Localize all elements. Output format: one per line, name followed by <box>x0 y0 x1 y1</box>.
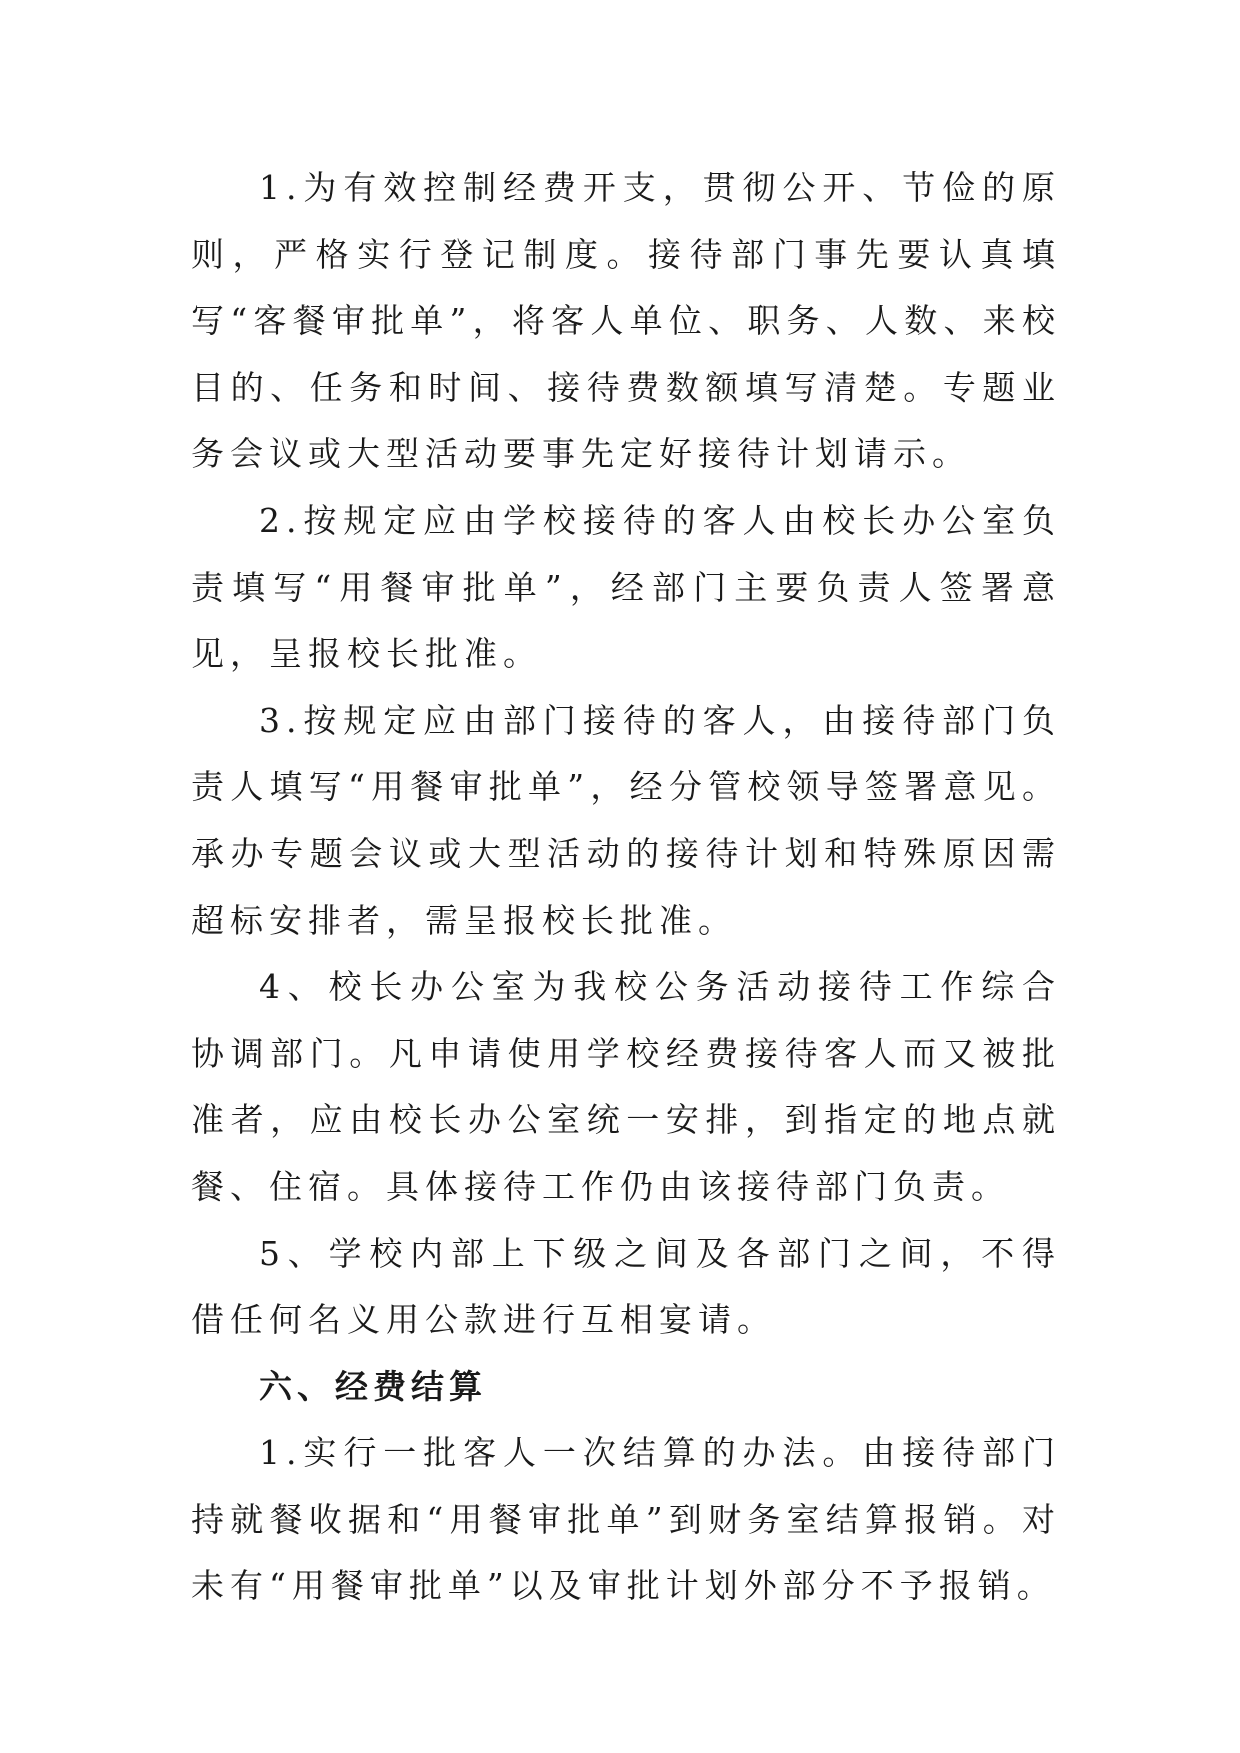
section-heading: 六、经费结算 <box>259 1366 487 1406</box>
section-paragraph-1: 1.实行一批客人一次结算的办法。由接待部门持就餐收据和“用餐审批单”到财务室结算报销。对未有“用餐审批单”以及审批计划外部分不予报销。 <box>191 1433 1061 1606</box>
paragraph-5: 5、学校内部上下级之间及各部门之间，不得借任何名义用公款进行互相宴请。 <box>191 1233 1061 1340</box>
paragraph-4: 4、校长办公室为我校公务活动接待工作综合协调部门。凡申请使用学校经费接待客人而又被批准者，应由校长办公室统一安排，到指定的地点就餐、住宿。具体接待工作仍由该接待部门负责。 <box>191 967 1061 1206</box>
paragraph-2: 2.按规定应由学校接待的客人由校长办公室负责填写“用餐审批单”，经部门主要负责人签署意见，呈报校长批准。 <box>191 500 1061 674</box>
paragraph-1: 1.为有效控制经费开支，贯彻公开、节俭的原则，严格实行登记制度。接待部门事先要认真填写“客餐审批单”，将客人单位、职务、人数、来校目的、任务和时间、接待费数额填写清楚。专题业务会议或大型活动要事先定好接待计划请示。 <box>191 168 1061 474</box>
document-body <box>191 155 1061 1620</box>
paragraph-3: 3.按规定应由部门接待的客人，由接待部门负责人填写“用餐审批单”，经分管校领导签署意见。承办专题会议或大型活动的接待计划和特殊原因需超标安排者，需呈报校长批准。 <box>191 700 1061 940</box>
